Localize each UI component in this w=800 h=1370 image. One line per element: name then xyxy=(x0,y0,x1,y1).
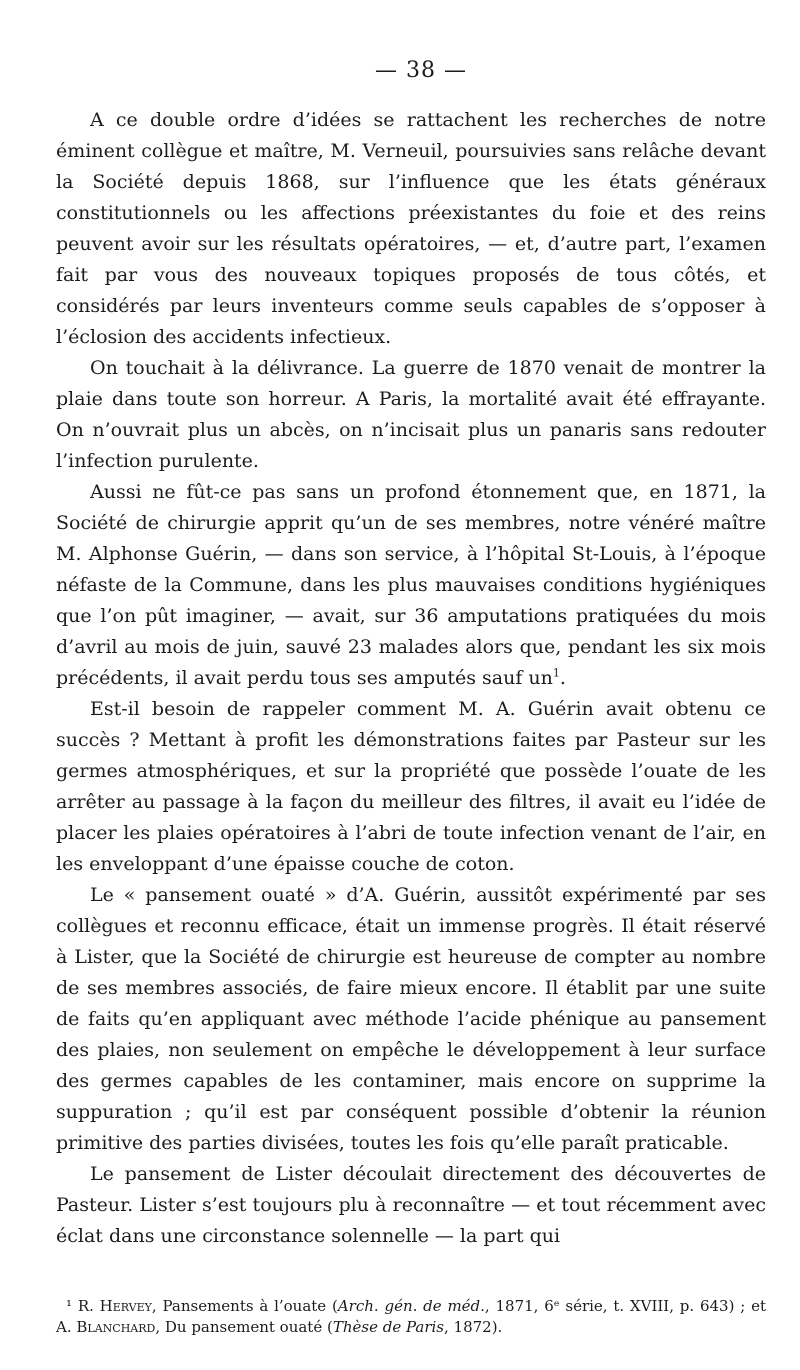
footnotes xyxy=(56,1296,766,1338)
footnote-source-2: Thèse de Paris xyxy=(332,1318,444,1336)
footnote-marker: ¹ xyxy=(66,1297,73,1315)
footnote-author-2: Blanchard xyxy=(76,1318,156,1336)
footnote-text-4: , 1872). xyxy=(444,1318,503,1336)
paragraph-3 xyxy=(56,477,766,694)
footnote-text-3: , Du pansement ouaté ( xyxy=(155,1318,333,1336)
footnote-text-2: , 1871, 6ᵉ série, t. XVIII, p. 643) ; et A. xyxy=(56,1297,766,1336)
paragraph-6: Le pansement de Lister découlait directement des découvertes de Pasteur. Lister s’est toujours plu à reconnaître — et tout récemment avec éclat dans une circonstance solennelle — la part qui xyxy=(56,1163,766,1247)
footnote-1 xyxy=(56,1296,766,1338)
footnote-author-1: R. Hervey xyxy=(77,1297,152,1315)
paragraph-2: On touchait à la délivrance. La guerre de 1870 venait de montrer la plaie dans toute son horreur. A Paris, la mortalité avait été effrayante. On n’ouvrait plus un abcès, on n’incisait plus un panaris sans redouter l’infection purulente. xyxy=(56,357,766,472)
footnote-reference: 1 xyxy=(552,666,560,680)
footnote-text-1: , Pansements à l’ouate ( xyxy=(151,1297,338,1315)
paragraph-1: A ce double ordre d’idées se rattachent les recherches de notre éminent collègue et maître, M. Verneuil, poursuivies sans relâche devant la Société depuis 1868, sur l’influence que les états généraux constitutionnels ou les affections préexistantes du foie et des reins peuvent avoir sur les résultats opératoires, — et, d’autre part, l’examen fait par vous des nouveaux topiques proposés de tous côtés, et considérés par leurs inventeurs comme seuls capables de s’opposer à l’éclosion des accidents infectieux. xyxy=(56,109,766,348)
paragraph-3-text: Aussi ne fût-ce pas sans un profond étonnement que, en 1871, la Société de chirurgie apprit qu’un de ses membres, notre vénéré maître M. Alphonse Guérin, — dans son service, à l’hôpital St-Louis, à l’époque néfaste de la Commune, dans les plus mauvaises conditions hygiéniques que l’on pût imaginer, — avait, sur 36 amputations pratiquées du mois d’avril au mois de juin, sauvé 23 malades alors que, pendant les six mois précédents, il avait perdu tous ses amputés sauf un xyxy=(56,481,766,689)
paragraph-5: Le « pansement ouaté » d’A. Guérin, aussitôt expérimenté par ses collègues et reconnu efficace, était un immense progrès. Il était réservé à Lister, que la Société de chirurgie est heureuse de compter au nombre de ses membres associés, de faire mieux encore. Il établit par une suite de faits qu’en appliquant avec méthode l’acide phénique au pansement des plaies, non seulement on empêche le développement à leur surface des germes capables de les contaminer, mais encore on supprime la suppuration ; qu’il est par conséquent possible d’obtenir la réunion primitive des parties divisées, toutes les fois qu’elle paraît praticable. xyxy=(56,884,766,1154)
body-text xyxy=(56,105,766,1252)
paragraph-4: Est-il besoin de rappeler comment M. A. Guérin avait obtenu ce succès ? Mettant à profit les démonstrations faites par Pasteur sur les germes atmosphériques, et sur la propriété que possède l’ouate de les arrêter au passage à la façon du meilleur des filtres, il avait eu l’idée de placer les plaies opératoires à l’abri de toute infection venant de l’air, en les enveloppant d’une épaisse couche de coton. xyxy=(56,698,766,875)
document-page xyxy=(56,58,766,1338)
paragraph-3-end: . xyxy=(559,667,566,689)
page-number: — 38 — xyxy=(375,58,467,83)
footnote-source-1: Arch. gén. de méd. xyxy=(337,1297,485,1315)
